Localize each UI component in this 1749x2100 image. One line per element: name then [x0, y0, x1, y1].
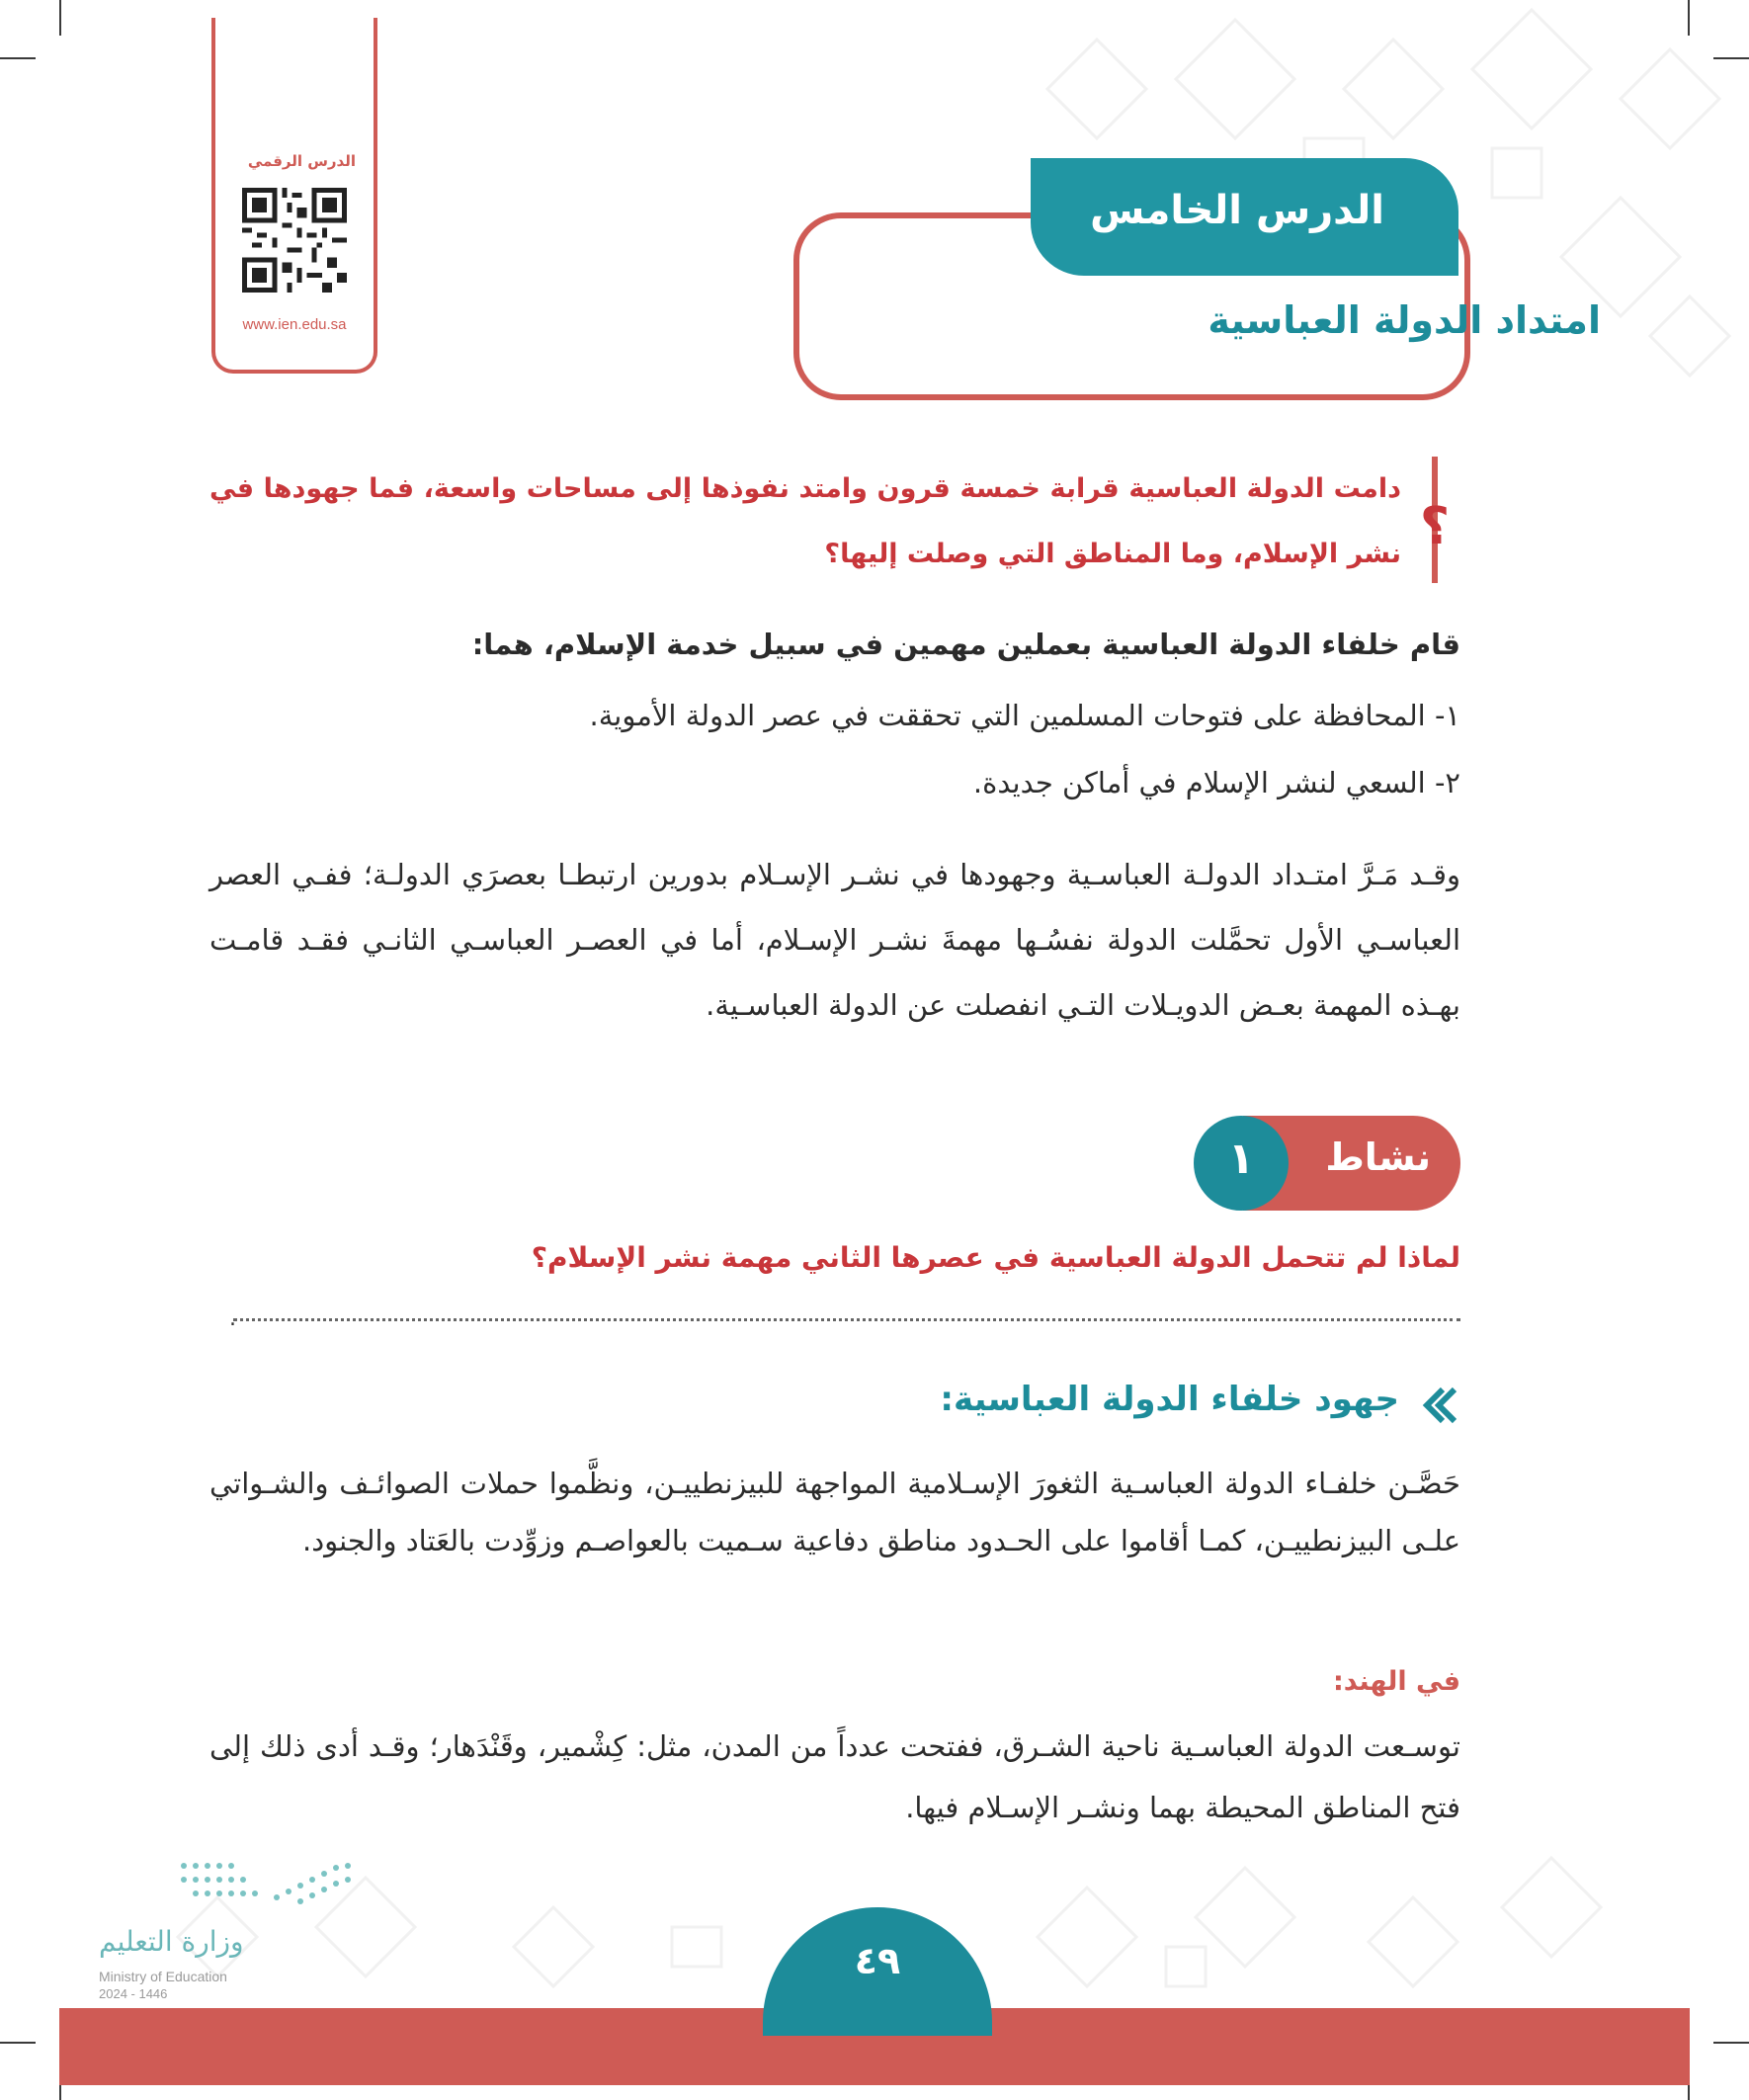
question-mark-icon [1415, 457, 1455, 583]
list-item: ٢- السعي لنشر الإسلام في أماكن جديدة. [972, 766, 1460, 799]
lesson-number: الدرس الخامس [1090, 188, 1384, 233]
india-subtitle: في الهند: [1332, 1666, 1460, 1697]
activity-label: نشاط [1325, 1135, 1431, 1179]
crop-mark [0, 57, 36, 59]
ministry-name-arabic: وزارة التعليم [99, 1925, 244, 1958]
activity-number-circle [1194, 1116, 1289, 1211]
double-chevron-icon [1413, 1384, 1457, 1427]
opening-question: دامت الدولة العباسية قرابة خمسة قرون وامتد نفوذها إلى مساحات واسعة، فما جهودها في نشر الإسلام، وما المناطق التي وصلت إليها؟ [209, 473, 1401, 569]
edition-year: 2024 - 1446 [99, 1986, 168, 2001]
page-number: ٤٩ [854, 1939, 901, 1982]
digital-lesson-label: الدرس الرقمي [247, 152, 356, 170]
crop-mark [0, 2042, 36, 2044]
activity-number: ١ [1227, 1134, 1255, 1184]
intro-lead: قام خلفاء الدولة العباسية بعملين مهمين في سبيل خدمة الإسلام، هما: [471, 628, 1460, 661]
crop-mark [59, 0, 61, 36]
qr-code-icon[interactable] [242, 188, 347, 293]
india-paragraph: توسـعت الدولة العباسـية ناحية الشـرق، ففتحت عدداً من المدن، مثل: كِشْمير، وقَنْدَهار؛ وقـد أدى ذلك إلى فتح المناطق المحيطة بهما ونشـر الإسـلام فيها. [209, 1729, 1460, 1824]
crop-mark [1713, 2042, 1749, 2044]
ministry-name-english: Ministry of Education [99, 1969, 227, 1984]
qr-url[interactable]: www.ien.edu.sa [242, 316, 347, 333]
section-title: جهود خلفاء الدولة العباسية: [940, 1380, 1399, 1419]
answer-line[interactable] [233, 1318, 1460, 1321]
svg-text:؟: ؟ [1419, 497, 1451, 556]
activity-question: لماذا لم تتحمل الدولة العباسية في عصرها الثاني مهمة نشر الإسلام؟ [531, 1241, 1460, 1274]
lesson-number-tab [1031, 158, 1458, 276]
lesson-title: امتداد الدولة العباسية [1208, 298, 1601, 342]
section-paragraph: حَصَّـن خلفـاء الدولة العباسـية الثغورَ الإسـلامية المواجهة للبيزنطييـن، ونظَّموا حملات الصوائـف والشـواتي علـى البيزنطييـن، كمـا أقاموا على الحـدود مناطق دفاعية سـميت بالعواصـم وزوِّدت بالعَتاد والجنود. [209, 1467, 1460, 1557]
answer-line-start: . [229, 1306, 236, 1331]
ministry-logo-icon [178, 1858, 356, 1913]
era-paragraph: وقـد مَـرَّ امتـداد الدولـة العباسـية وجهودها في نشـر الإسـلام بدورين ارتبطـا بعصرَي الدولـة؛ ففـي العصر العباسـي الأول تحمَّلت الدولة نفسُـها مهمةَ نشـر الإسـلام، أما في العصـر العباسـي الثانـي فقـد قامـت بهـذه المهمة بعـض الدويـلات التـي انفصلت عن الدولة العباسـية. [209, 858, 1460, 1022]
activity-badge [1194, 1116, 1460, 1211]
list-item: ١- المحافظة على فتوحات المسلمين التي تحققت في عصر الدولة الأموية. [589, 699, 1460, 732]
digital-lesson-tab[interactable] [211, 18, 377, 374]
